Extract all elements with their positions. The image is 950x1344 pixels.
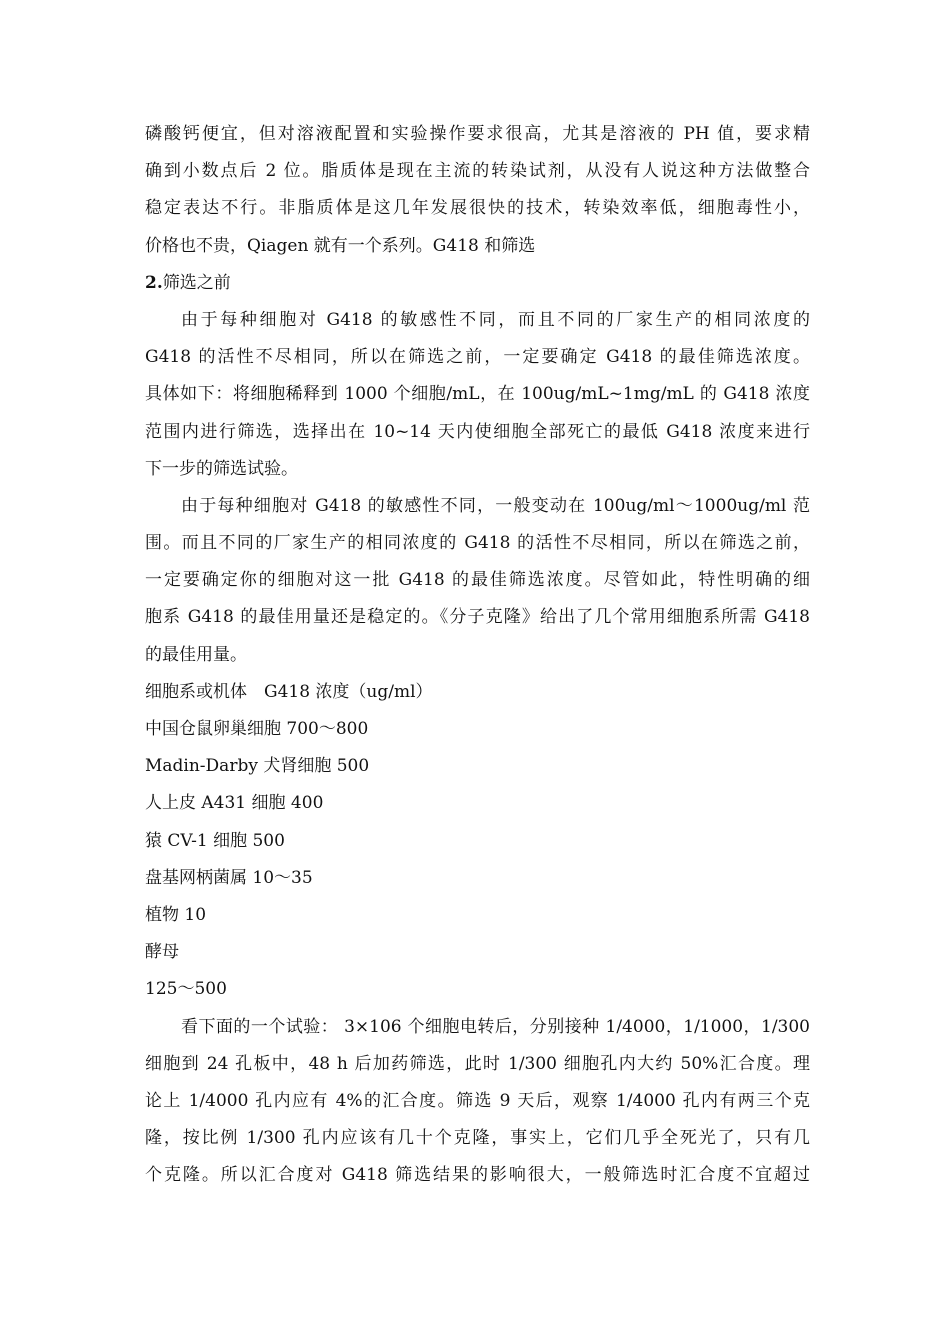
text-line: 个克隆。所以汇合度对 G418 筛选结果的影响很大，一般筛选时汇合度不宜超过 (145, 1165, 810, 1186)
section-heading (145, 265, 810, 302)
text-line: 磷酸钙便宜，但对溶液配置和实验操作要求很高，尤其是溶液的 PH 值，要求精 (145, 124, 810, 144)
text-line: 由于每种细胞对 G418 的敏感性不同，一般变动在 100ug/ml～1000ug/ml 范 (181, 495, 810, 516)
section-number: 2. (145, 272, 163, 293)
text-line: 的最佳用量。 (145, 644, 247, 665)
dosage-list-item: 125～500 (145, 979, 227, 1000)
text-line: 围。而且不同的厂家生产的相同浓度的 G418 的活性不尽相同，所以在筛选之前， (145, 533, 810, 554)
text-line: 确到小数点后 2 位。脂质体是现在主流的转染试剂，从没有人说这种方法做整合 (145, 161, 810, 182)
text-line: 细胞到 24 孔板中，48 h 后加药筛选，此时 1/300 细胞孔内大约 50%汇合度。理 (145, 1053, 810, 1074)
dosage-list-item: 植物 10 (145, 904, 207, 925)
text-line: 具体如下：将细胞稀释到 1000 个细胞/mL，在 100ug/mL~1mg/mL 的 G418 浓度 (145, 384, 810, 405)
text-line: G418 的活性不尽相同，所以在筛选之前，一定要确定 G418 的最佳筛选浓度。 (145, 347, 810, 368)
text-line: 稳定表达不行。非脂质体是这几年发展很快的技术，转染效率低，细胞毒性小， (145, 198, 810, 219)
text-line: 论上 1/4000 孔内应有 4%的汇合度。筛选 9 天后，观察 1/4000 孔内有两三个克 (145, 1090, 810, 1111)
dosage-list-item: 中国仓鼠卵巢细胞 700～800 (145, 719, 369, 739)
text-line: 胞系 G418 的最佳用量还是稳定的。《分子克隆》给出了几个常用细胞系所需 G418 (145, 607, 810, 628)
text-line: 下一步的筛选试验。 (145, 458, 298, 479)
text-line: 范围内进行筛选，选择出在 10~14 天内使细胞全部死亡的最低 G418 浓度来进行 (145, 421, 810, 442)
paragraph-calcium-phosphate (145, 116, 810, 265)
dosage-list-item: 猿 CV-1 细胞 500 (145, 830, 285, 851)
section-title: 筛选之前 (162, 272, 231, 293)
dosage-list-item: 盘基网柄菌属 10～35 (145, 867, 313, 888)
document-page (145, 116, 810, 1194)
dosage-list (145, 674, 810, 1009)
text-line: 一定要确定你的细胞对这一批 G418 的最佳筛选浓度。尽管如此，特性明确的细 (145, 570, 810, 591)
dosage-list-item: Madin-Darby 犬肾细胞 500 (145, 756, 370, 777)
text-line: 由于每种细胞对 G418 的敏感性不同，而且不同的厂家生产的相同浓度的 (181, 309, 810, 330)
paragraph-experiment (145, 1009, 810, 1195)
paragraph-g418-sensitivity (145, 488, 810, 674)
dosage-list-header: 细胞系或机体 G418 浓度（ug/ml） (145, 681, 433, 702)
dosage-list-item: 酵母 (145, 942, 179, 963)
paragraph-g418-concentration (145, 302, 810, 488)
text-line: 隆，按比例 1/300 孔内应该有几十个克隆，事实上，它们几乎全死光了，只有几 (145, 1128, 810, 1149)
text-line: 看下面的一个试验： 3×106 个细胞电转后，分别接种 1/4000，1/1000，1/300 (181, 1016, 810, 1037)
text-line: 价格也不贵，Qiagen 就有一个系列。G418 和筛选 (145, 235, 536, 256)
dosage-list-item: 人上皮 A431 细胞 400 (145, 793, 324, 814)
